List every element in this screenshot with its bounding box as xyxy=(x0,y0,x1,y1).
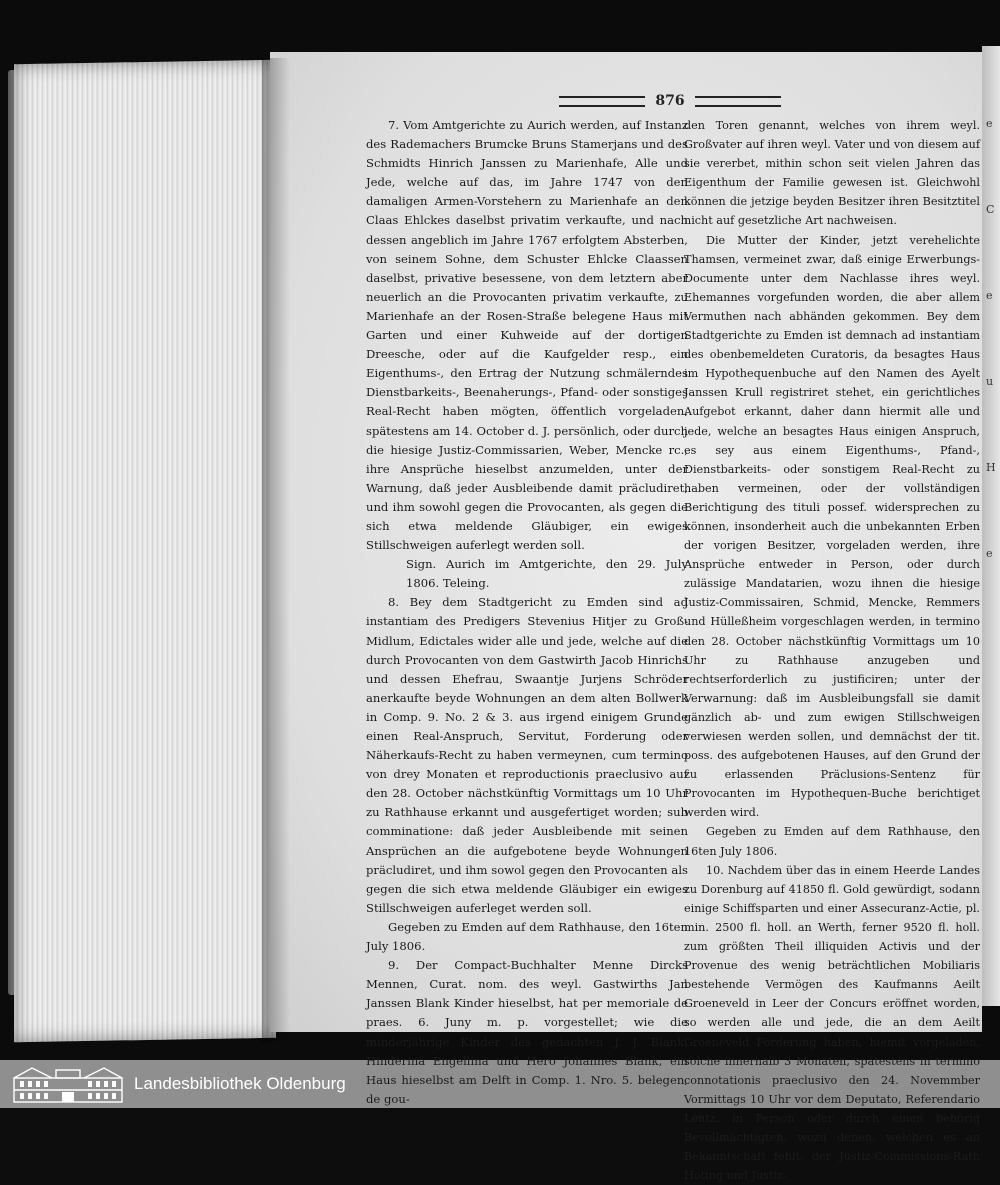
notice-7-signature: Sign. Aurich im Amtgerichte, den 29. July 1806. Teleing. xyxy=(406,557,688,591)
ornamental-rule-right xyxy=(695,96,781,107)
notice-7: 7. Vom Amtgerichte zu Aurich werden, auf Instanz des Rademachers Brumcke Bruns Stamerjans und des Schmidts Hinrich Janssen zu Marienhafe, Alle und Jede, welche auf das, im Jahre 1747 von den damaligen Armen-Vorstehern zu Marienhafe an den Claas Ehlckes daselbst privatim verkaufte, und nach dessen angeblich im Jahre 1767 erfolgtem Absterben, von seinem Sohne, dem Schuster Ehlcke Claassen daselbst, privative besessene, von dem letztern aber neuerlich an die Provocanten privatim verkaufte, zu Marienhafe an der Rosen-Straße belegene Haus mit Garten und einer Kuhweide auf der dortigen Dreesche, oder auf die Kaufgelder resp., ein Eigenthums-, den Ertrag der Nutzung schmälerndes Dienstbarkeits-, Beenaherungs-, Pfand- oder sonstiges Real-Recht haben mögten, öffentlich vorgeladen, spätestens am 14. October d. J. persönlich, oder durch die hiesige Justiz-Commissarien, Weber, Mencke rc., ihre Ansprüche hieselbst anzumelden, unter der Warnung, daß jeder Ausbleibende damit präcludiret, und ihm sowohl gegen die Provocanten, als gegen die sich etwa meldende Gläubiger, ein ewiges Stillschweigen auferlegt werden soll. xyxy=(366,118,688,553)
notice-9-start: 9. Der Compact-Buchhalter Menne Dircks Mennen, Curat. nom. des weyl. Gastwirths Jan Janssen Blank Kinder hieselbst, hat per memoriale de praes. 6. Juny m. p. vorgestellet; wie die minderjährige Kinder des gedachten J. J. Blank, Hinderina Engellina und Hero Johannes Blank, ein Haus hieselbst am Delft in Comp. 1. Nro. 5. belegen, de gou- xyxy=(366,958,688,1106)
gutter-shadow xyxy=(262,58,290,1043)
running-head xyxy=(550,90,790,112)
margin-fragment: H xyxy=(986,461,996,474)
notice-10: 10. Nachdem über das in einem Heerde Landes zu Dorenburg auf 41850 fl. Gold gewürdigt, sodann einige Schiffsparten und einer Assecuranz-Actie, pl. min. 2500 fl. holl. an Werth, ferner 9520 fl. holl. zum größten Theil illiquiden Activis und der Provenue des wenig beträchtlichen Mobiliaris bestehende Vermögen des Kaufmanns Aeilt Groeneveld in Leer der Concurs eröffnet worden, so werden alle und jede, die an dem Aeilt Groeneveld Forderung haben, hiemit vorgeladen, solche innerhalb 3 Monaten, spätestens in termino connotationis praeclusivo den 24. Novemmber Vormittags 10 Uhr vor dem Deputato, Referendario Lentz, in Person oder durch einen behörig Bevollmächtigten, wozu denen, welchen es an Bekanntschaft fehlt, der Justiz-Commissions-Rath Hoting und Justiz- xyxy=(684,863,980,1183)
left-text-column xyxy=(366,116,688,1106)
notice-8-date: Gegeben zu Emden auf dem Rathhause, den 16ten July 1806. xyxy=(366,919,688,954)
library-building-logo xyxy=(12,1064,124,1104)
margin-fragment: e xyxy=(986,289,993,302)
margin-fragment: e xyxy=(986,547,993,560)
library-name: Landesbibliothek Oldenburg xyxy=(134,1074,346,1093)
page-stack-edge xyxy=(14,60,276,1043)
margin-fragment: C xyxy=(986,203,995,216)
notice-9-body: Die Mutter der Kinder, jetzt verehelichte Thamsen, vermeinet zwar, daß einige Erwerbungs-Documente unter dem Nachlasse ihres weyl. Ehemannes vorgefunden worden, die aber allem Vermuthen nach abhänden gekommen. Bey dem Stadtgerichte zu Emden ist demnach ad instantiam des obenbemeldeten Curatoris, da besagtes Haus im Hypothequenbuche auf den Namen des Ayelt Janssen Krull registriret stehet, ein gerichtliches Aufgebot erkannt, daher dann hiermit alle und jede, welche an besagtes Haus einigen Anspruch, es sey aus einem Eigenthums-, Pfand-, Dienstbarkeits- oder sonstigem Real-Recht zu haben vermeinen, oder der vollständigen Berichtigung des tituli possef. widersprechen zu können, insonderheit auch die unbekannten Erben der vorigen Besitzer, vorgeladen werden, ihre Ansprüche entweder in Person, oder durch zulässige Mandatarien, wozu ihnen die hiesige Justiz-Commissairen, Schmid, Mencke, Remmers und Hülleßheim vorgeschlagen werden, in termino den 28. October nächstkünftig Vormittags um 10 Uhr zu Rathhause anzugeben und rechtserforderlich zu justificiren; unter der Verwarnung: daß im Ausbleibungsfall sie damit gänzlich ab- und zum ewigen Stillschweigen verwiesen werden sollen, und demnächst der tit. poss. des aufgebotenen Hauses, auf den Grund der zu erlassenden Präclusions-Sentenz für Provocanten im Hypothequen-Buche berichtiget werden wird. xyxy=(684,233,980,820)
book-page xyxy=(270,52,982,1183)
margin-fragment: e xyxy=(986,117,993,130)
notice-9-continued: den Toren genannt, welches von ihrem weyl. Großvater auf ihren weyl. Vater und von diesem auf sie vererbet, mithin schon seit vielen Jahren das Eigenthum der Familie gewesen ist. Gleichwohl können die jetzige beyden Besitzer ihren Besitztitel nicht auf gesetzliche Art nachweisen. xyxy=(684,119,980,228)
ornamental-rule-left xyxy=(559,96,645,107)
right-text-column xyxy=(684,116,980,1183)
notice-8: 8. Bey dem Stadtgericht zu Emden sind ad instantiam des Predigers Stevenius Hitjer zu Groß-Midlum, Edictales wider alle und jede, welche auf die durch Provocanten von dem Gastwirth Jacob Hinrichs und dessen Ehefrau, Swaantje Jurjens Schröder anerkaufte beyde Wohnungen an dem alten Bollwerk in Comp. 9. No. 2 & 3. aus irgend einigem Grunde einen Real-Anspruch, Servitut, Forderung oder Näherkaufs-Recht zu haben vermeynen, cum termino von drey Monaten et reproductionis praeclusivo auf den 28. October nächstkünftig Vormittags um 10 Uhr zu Rathhause erkannt und ausgefertiget worden; sub comminatione: daß jeder Ausbleibende mit seinen Ansprüchen an die aufgebotene beyde Wohnungen präcludiret, und ihm sowol gegen den Provocanten als gegen die sich etwa meldende Gläubiger ein ewiges Stillschweigen auferleget werden soll. xyxy=(366,595,688,915)
margin-fragment: u xyxy=(986,375,994,388)
notice-9-date: Gegeben zu Emden auf dem Rathhause, den 16ten July 1806. xyxy=(684,825,980,858)
page-number: 876 xyxy=(655,93,685,109)
next-page-edge xyxy=(982,46,1000,1006)
